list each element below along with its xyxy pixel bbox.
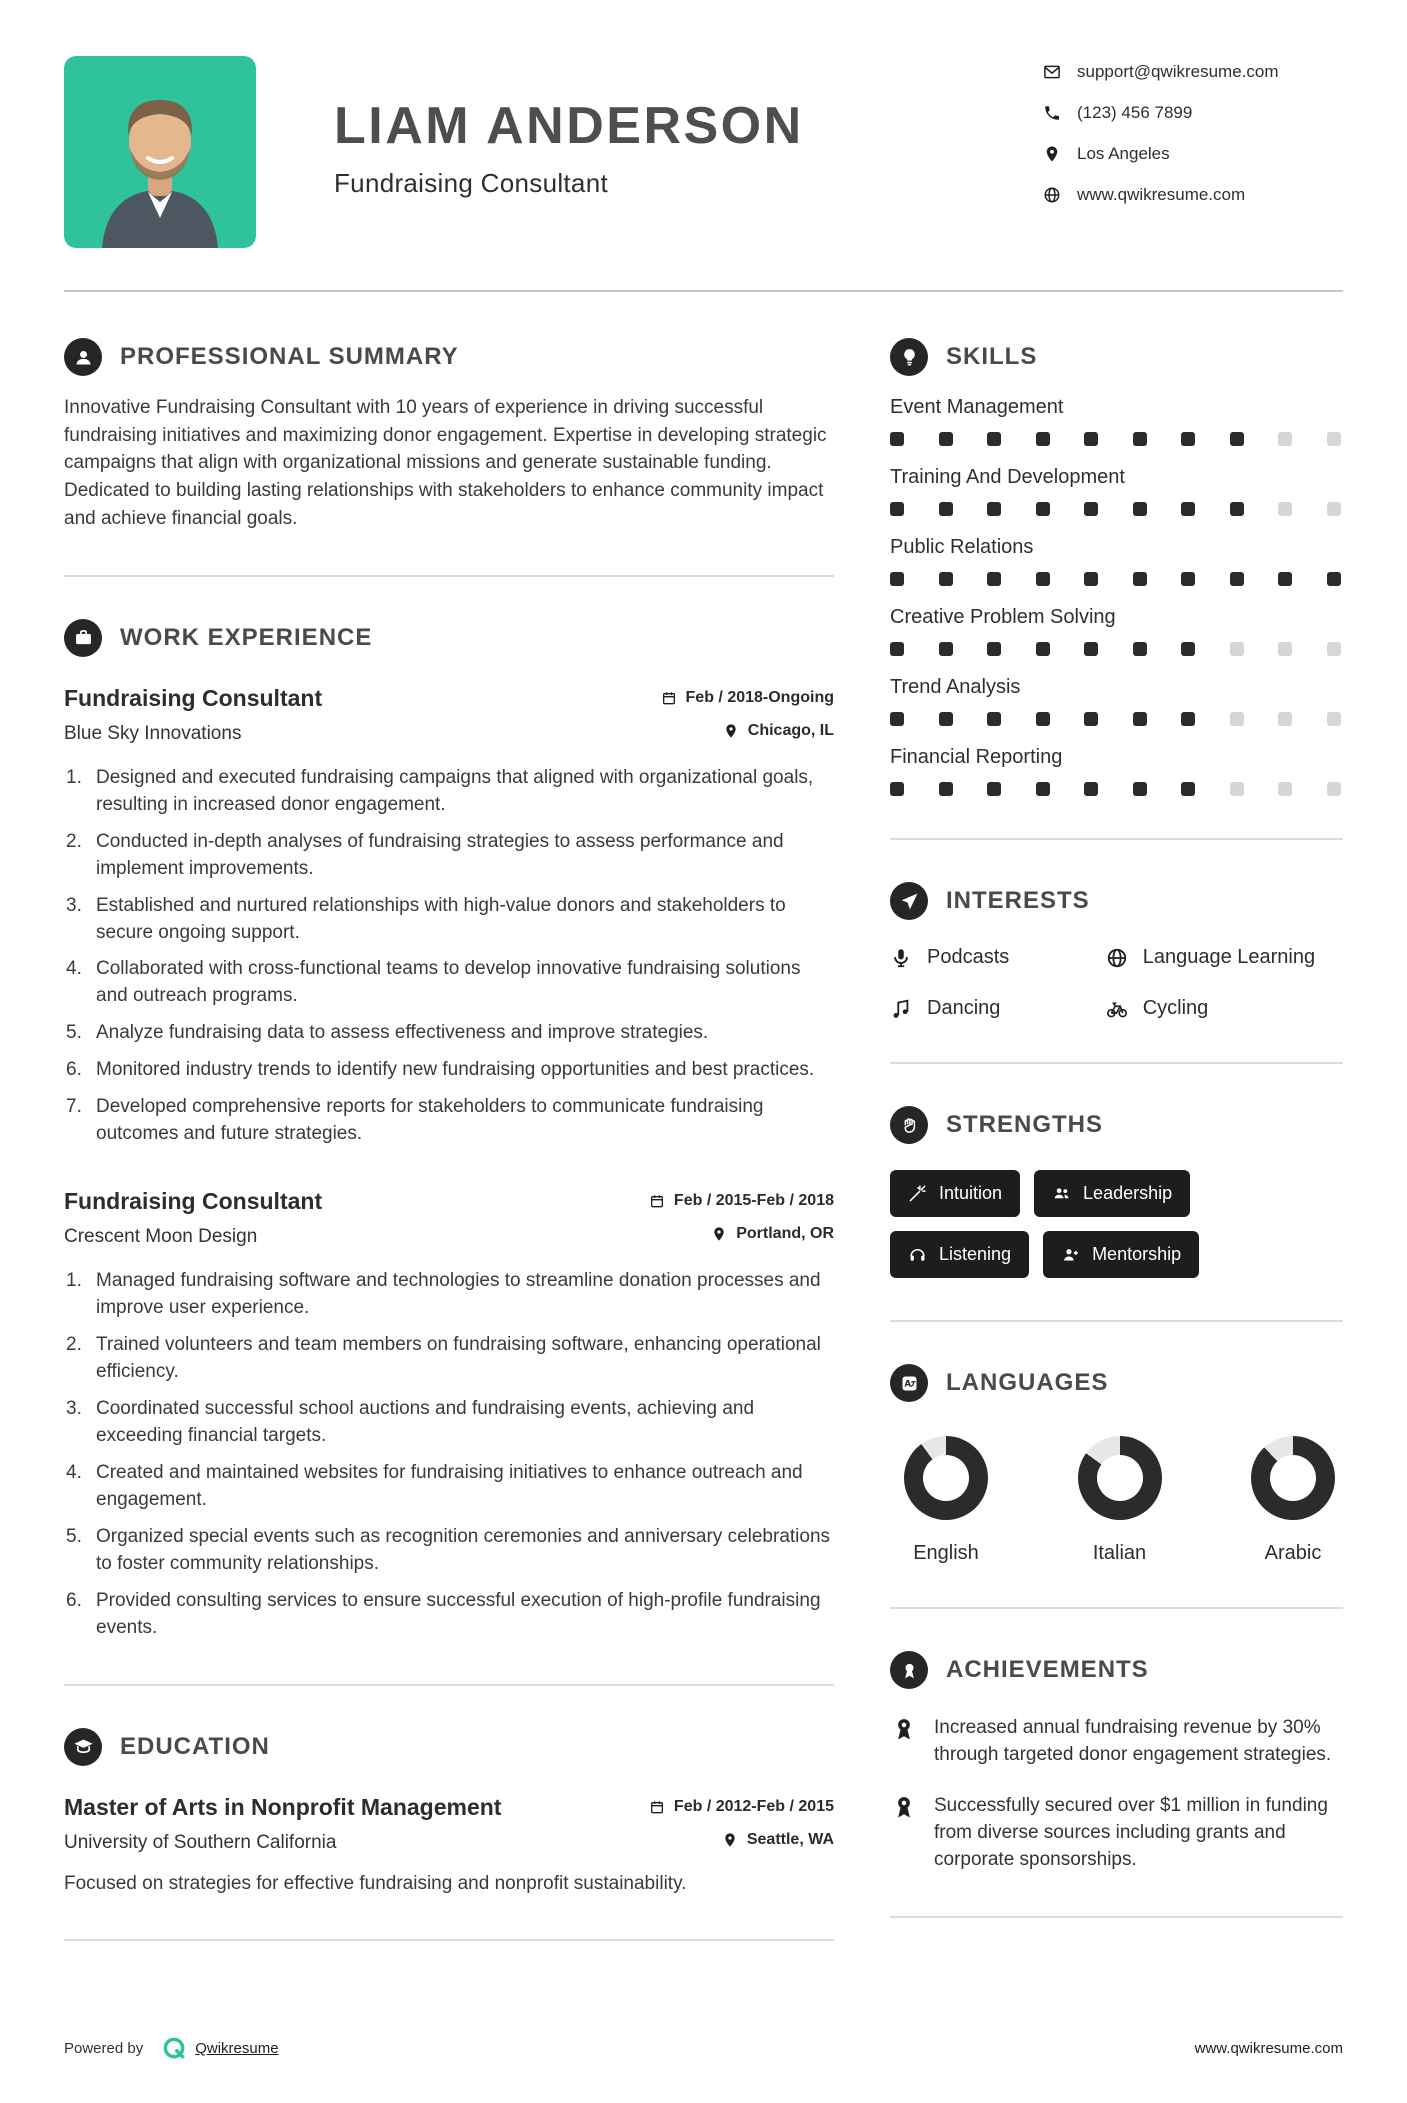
svg-text:A: A	[903, 1379, 911, 1390]
footer	[64, 2035, 1343, 2061]
location-icon	[1043, 145, 1061, 163]
job-title: Fundraising Consultant	[64, 684, 323, 711]
skill-item	[890, 676, 1343, 726]
interests-heading: INTERESTS	[946, 887, 1090, 914]
skill-name: Trend Analysis	[890, 676, 1021, 698]
award-ribbon-icon	[890, 1715, 918, 1743]
achievements-heading: ACHIEVEMENTS	[946, 1656, 1149, 1683]
avatar	[64, 56, 256, 248]
strength-pill	[890, 1170, 1020, 1217]
strength-pill	[1034, 1170, 1190, 1217]
skill-level-bar	[890, 782, 1343, 796]
interest-label: Language Learning	[1142, 946, 1316, 968]
strength-pill	[890, 1231, 1029, 1278]
music-note-icon	[890, 998, 912, 1020]
skill-level-bar	[890, 572, 1343, 586]
achievement-item	[890, 1793, 1343, 1874]
qwikresume-logo-icon	[161, 2035, 187, 2061]
job-bullet: Collaborated with cross-functional teams to develop innovative fundraising solutions and outreach programs.	[96, 958, 801, 1007]
interests-grid	[890, 946, 1343, 1020]
job-location: Portland, OR	[711, 1225, 834, 1243]
section-skills	[890, 338, 1343, 796]
job-bullet-list	[64, 1268, 834, 1642]
education-school: University of Southern California	[64, 1831, 337, 1853]
skill-item	[890, 466, 1343, 516]
strengths-heading-row	[890, 1106, 1343, 1144]
contact-email[interactable]	[1043, 62, 1343, 82]
skill-level-bar	[890, 432, 1343, 446]
job-bullet: Established and nurtured relationships with high-value donors and stakeholders to secure ongoing support.	[96, 894, 786, 943]
job-bullet: Created and maintained websites for fundraising initiatives to enhance outreach and engagement.	[96, 1462, 803, 1511]
user-plus-icon	[1061, 1245, 1080, 1264]
achievement-text: Successfully secured over $1 million in funding from diverse sources including grants and corporate sponsorships.	[934, 1794, 1328, 1870]
achievements-heading-row	[890, 1651, 1343, 1689]
section-strengths	[890, 1106, 1343, 1278]
job-bullet: Developed comprehensive reports for stakeholders to communicate fundraising outcomes and future strategies.	[96, 1096, 764, 1145]
left-divider-1	[64, 575, 834, 577]
pin-icon	[711, 1226, 727, 1242]
section-achievements	[890, 1651, 1343, 1874]
job-bullet: Analyze fundraising data to assess effectiveness and improve strategies.	[96, 1022, 709, 1044]
language-name: Arabic	[1264, 1542, 1322, 1564]
language-donut	[1078, 1436, 1162, 1520]
headphones-icon	[908, 1245, 927, 1264]
skill-name: Creative Problem Solving	[890, 606, 1116, 628]
job-dates: Feb / 2015-Feb / 2018	[649, 1192, 834, 1210]
right-divider-5	[890, 1916, 1343, 1918]
footer-website[interactable]: www.qwikresume.com	[1194, 2039, 1343, 2057]
microphone-icon	[890, 947, 912, 969]
calendar-icon	[661, 690, 677, 706]
strength-pill	[1043, 1231, 1199, 1278]
language-donut	[904, 1436, 988, 1520]
experience-heading: WORK EXPERIENCE	[120, 623, 373, 651]
language-item	[1251, 1436, 1335, 1565]
email-icon	[1043, 63, 1061, 81]
calendar-icon	[649, 1193, 665, 1209]
section-summary	[64, 338, 834, 533]
job-entry	[64, 1188, 834, 1642]
education-degree: Master of Arts in Nonprofit Management	[64, 1793, 502, 1820]
job-bullet: Designed and executed fundraising campaigns that aligned with organizational goals, resulting in increased donor engagement.	[96, 766, 814, 815]
header-divider	[64, 290, 1343, 292]
bicycle-icon	[1106, 998, 1128, 1020]
left-divider-3	[64, 1939, 834, 1941]
right-column	[890, 338, 1343, 1983]
education-heading: EDUCATION	[120, 1732, 270, 1760]
achievement-item	[890, 1715, 1343, 1769]
education-entry	[64, 1794, 834, 1898]
skill-name: Public Relations	[890, 536, 1034, 558]
strength-label: Mentorship	[1092, 1244, 1182, 1264]
language-name: English	[913, 1542, 979, 1564]
header	[64, 56, 1343, 248]
languages-row	[890, 1436, 1343, 1565]
globe-icon	[1043, 186, 1061, 204]
section-languages	[890, 1364, 1343, 1565]
contact-website[interactable]	[1043, 185, 1343, 205]
education-heading-row	[64, 1728, 834, 1766]
magic-wand-icon	[908, 1184, 927, 1203]
achievements-list	[890, 1715, 1343, 1874]
interests-heading-row	[890, 882, 1343, 920]
job-company: Blue Sky Innovations	[64, 722, 242, 744]
pin-icon	[723, 723, 739, 739]
job-bullet: Provided consulting services to ensure successful execution of high-profile fundraising events.	[96, 1589, 821, 1638]
right-divider-3	[890, 1320, 1343, 1322]
fist-icon	[890, 1106, 928, 1144]
skills-heading-row	[890, 338, 1343, 376]
summary-text: Innovative Fundraising Consultant with 10 years of experience in driving successful fundraising initiatives and maximizing donor engagement. Expertise in developing strategic campaigns that align with organizational missions and generate sustainable funding. Dedicated to building lasting relationships with stakeholders to enhance community impact and achieve financial goals.	[64, 397, 827, 529]
job-bullet: Monitored industry trends to identify new fundraising opportunities and best practices.	[96, 1059, 815, 1081]
language-item	[904, 1436, 988, 1565]
award-ribbon-icon	[890, 1793, 918, 1821]
pin-icon	[722, 1832, 738, 1848]
contact-location	[1043, 144, 1343, 164]
powered-by-label: Powered by	[64, 2039, 144, 2057]
content-columns	[64, 338, 1343, 1983]
identity-block	[334, 96, 804, 199]
globe-icon	[1106, 947, 1128, 969]
skill-level-bar	[890, 502, 1343, 516]
contact-list	[1043, 62, 1343, 226]
interest-item	[890, 946, 1106, 969]
strength-label: Listening	[939, 1244, 1012, 1264]
contact-location-text: Los Angeles	[1077, 144, 1170, 163]
left-divider-2	[64, 1684, 834, 1686]
contact-phone	[1043, 103, 1343, 123]
education-location: Seattle, WA	[722, 1831, 834, 1849]
contact-website-text: www.qwikresume.com	[1077, 185, 1246, 204]
job-bullet: Coordinated successful school auctions and fundraising events, achieving and exceeding financial targets.	[96, 1398, 755, 1447]
interest-label: Podcasts	[927, 946, 1010, 968]
right-divider-1	[890, 838, 1343, 840]
skill-name: Training And Development	[890, 466, 1125, 488]
skill-item	[890, 606, 1343, 656]
briefcase-icon	[64, 619, 102, 657]
achievement-text: Increased annual fundraising revenue by 30% through targeted donor engagement strategies.	[934, 1717, 1332, 1765]
summary-heading: PROFESSIONAL SUMMARY	[120, 343, 459, 370]
skill-item	[890, 746, 1343, 796]
job-title: Fundraising Consultant	[64, 1188, 323, 1215]
skill-name: Financial Reporting	[890, 746, 1063, 768]
interest-item	[1106, 946, 1343, 969]
lightbulb-icon	[890, 338, 928, 376]
paper-plane-icon	[890, 882, 928, 920]
skill-item	[890, 396, 1343, 446]
interest-label: Dancing	[927, 997, 1001, 1019]
skill-level-bar	[890, 712, 1343, 726]
education-description: Focused on strategies for effective fundraising and nonprofit sustainability.	[64, 1872, 687, 1894]
graduation-cap-icon	[64, 1728, 102, 1766]
strengths-pills	[890, 1170, 1343, 1278]
experience-heading-row	[64, 619, 834, 657]
job-bullet-list	[64, 765, 834, 1149]
strength-label: Leadership	[1083, 1183, 1173, 1203]
calendar-icon	[649, 1799, 665, 1815]
qwikresume-brand-name: Qwikresume	[195, 2039, 279, 2057]
job-bullet: Conducted in-depth analyses of fundraising strategies to assess performance and implement improvements.	[96, 830, 784, 879]
strengths-heading: STRENGTHS	[946, 1111, 1104, 1138]
job-entry	[64, 685, 834, 1149]
interest-label: Cycling	[1142, 997, 1209, 1019]
language-donut	[1251, 1436, 1335, 1520]
languages-heading-row	[890, 1364, 1343, 1402]
summary-heading-row	[64, 338, 834, 376]
phone-icon	[1043, 104, 1061, 122]
section-interests	[890, 882, 1343, 1020]
translate-icon	[890, 1364, 928, 1402]
right-divider-2	[890, 1062, 1343, 1064]
skill-name: Event Management	[890, 396, 1064, 418]
job-bullet: Managed fundraising software and technologies to streamline donation processes and improve user experience.	[96, 1270, 821, 1319]
left-column	[64, 338, 834, 1983]
job-company: Crescent Moon Design	[64, 1226, 258, 1248]
contact-email-text: support@qwikresume.com	[1077, 62, 1279, 81]
language-item	[1078, 1436, 1162, 1565]
interest-item	[1106, 997, 1343, 1020]
strength-label: Intuition	[939, 1183, 1003, 1203]
section-experience	[64, 619, 834, 1642]
users-icon	[1052, 1184, 1071, 1203]
job-bullet: Trained volunteers and team members on fundraising software, enhancing operational efficiency.	[96, 1334, 821, 1383]
qwikresume-brand-link[interactable]	[161, 2035, 278, 2061]
languages-heading: LANGUAGES	[946, 1369, 1109, 1396]
education-dates: Feb / 2012-Feb / 2015	[649, 1798, 834, 1816]
skill-item	[890, 536, 1343, 586]
job-location: Chicago, IL	[723, 722, 834, 740]
job-dates: Feb / 2018-Ongoing	[661, 689, 834, 707]
language-name: Italian	[1092, 1542, 1147, 1564]
right-divider-4	[890, 1607, 1343, 1609]
skill-level-bar	[890, 642, 1343, 656]
section-education	[64, 1728, 834, 1898]
job-bullet: Organized special events such as recognition ceremonies and anniversary celebrations to foster community relationships.	[96, 1526, 831, 1575]
avatar-illustration	[64, 56, 256, 248]
candidate-name: LIAM ANDERSON	[334, 97, 804, 155]
person-icon	[64, 338, 102, 376]
candidate-title: Fundraising Consultant	[334, 168, 608, 198]
contact-phone-text: (123) 456 7899	[1077, 103, 1193, 122]
interest-item	[890, 997, 1106, 1020]
medal-icon	[890, 1651, 928, 1689]
skills-heading: SKILLS	[946, 343, 1038, 370]
